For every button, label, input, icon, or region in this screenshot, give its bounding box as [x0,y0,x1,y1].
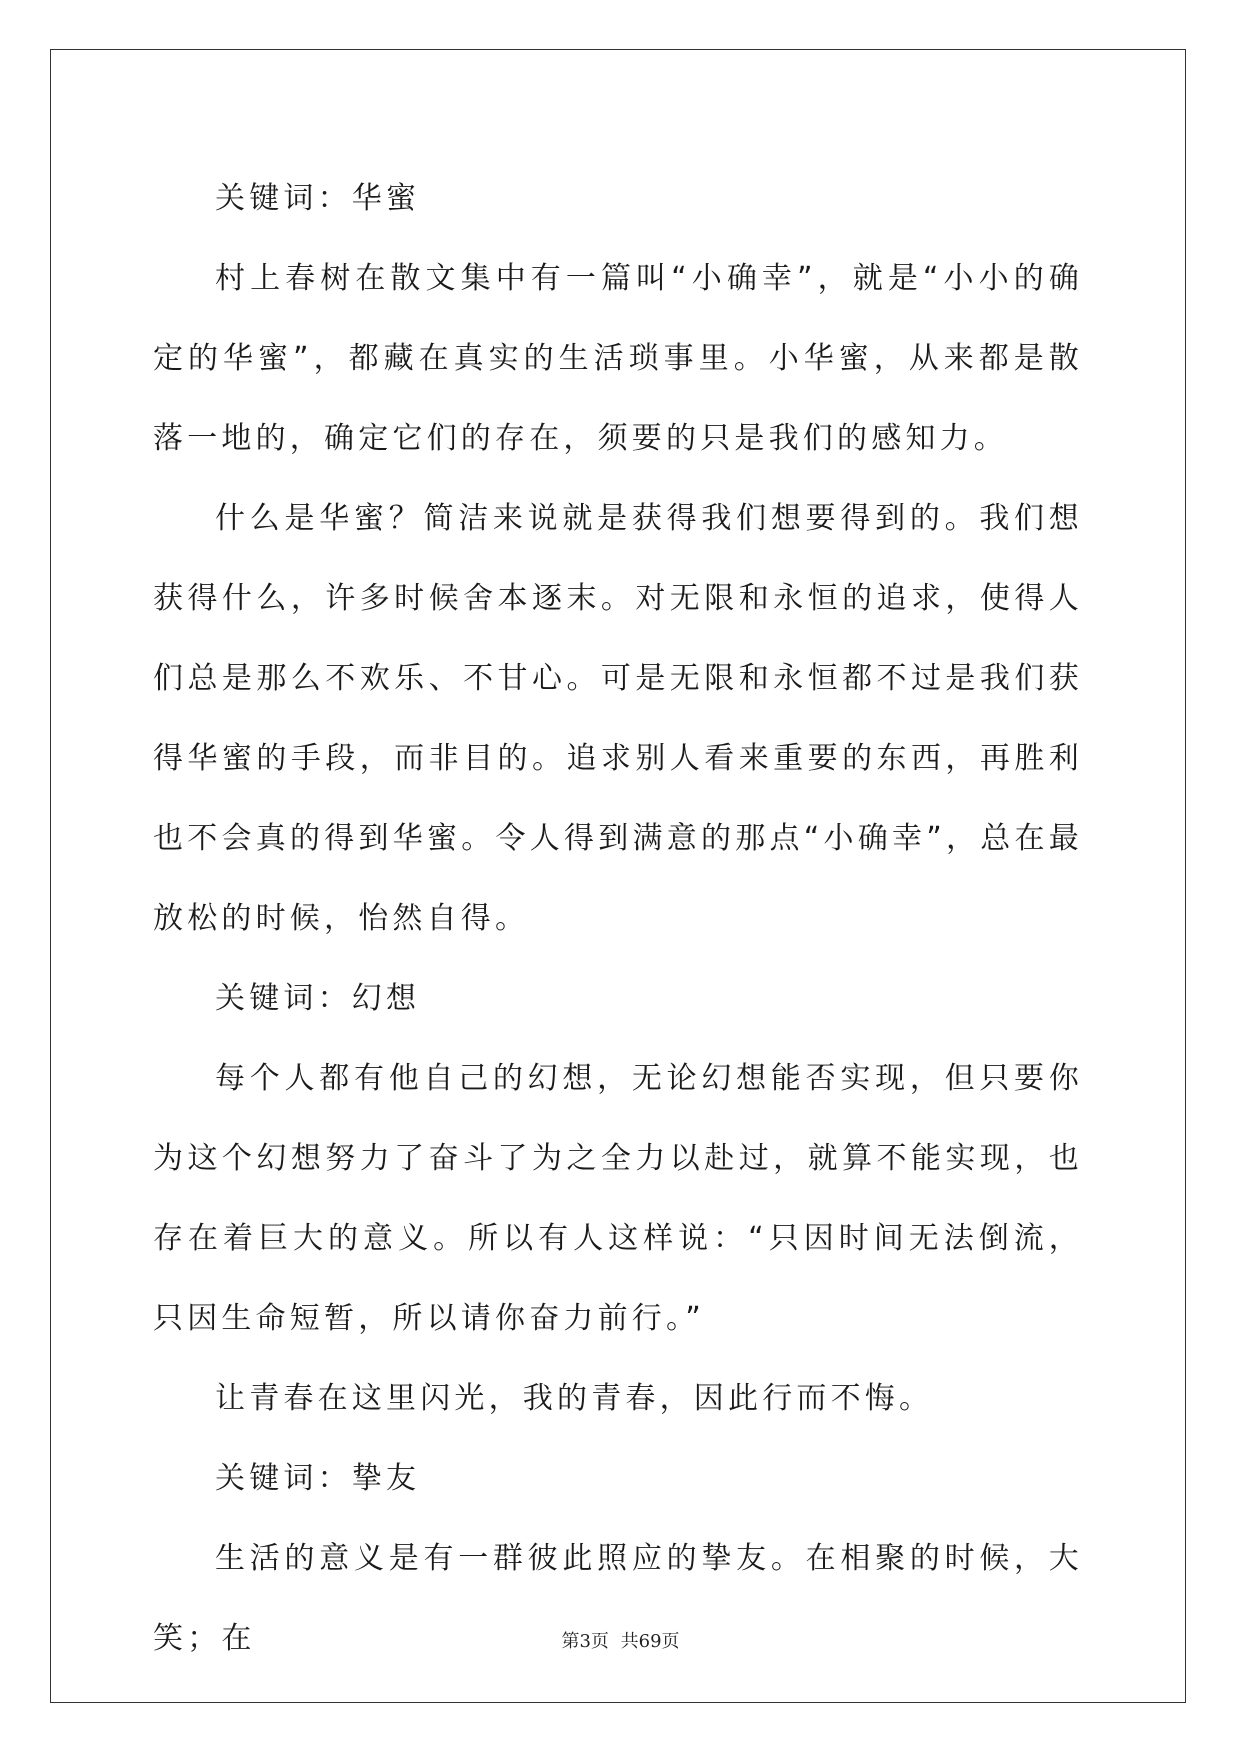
paragraph-what-is-happiness: 什么是华蜜？简洁来说就是获得我们想要得到的。我们想获得什么，许多时候舍本逐末。对无限和永恒的追求，使得人们总是那么不欢乐、不甘心。可是无限和永恒都不过是我们获得华蜜的手段，而非目的。追求别人看来重要的东西，再胜利也不会真的得到华蜜。令人得到满意的那点“小确幸”，总在最放松的时候，怡然自得。 [153,501,1083,936]
paragraph-youth-shines: 让青春在这里闪光，我的青春，因此行而不悔。 [215,1381,934,1416]
keyword-heading-friends: 关键词：挚友 [215,1461,421,1496]
total-page-count: 共69页 [620,1631,680,1652]
keyword-heading-dream: 关键词：幻想 [215,981,421,1016]
paragraph-everyone-has-dream: 每个人都有他自己的幻想，无论幻想能否实现，但只要你为这个幻想努力了奋斗了为之全力以赴过，就算不能实现，也存在着巨大的意义。所以有人这样说：“只因时间无法倒流，只因生命短暂，所以请你奋力前行。” [153,1061,1083,1336]
paragraph-small-certain-happiness: 村上春树在散文集中有一篇叫“小确幸”，就是“小小的确定的华蜜”，都藏在真实的生活琐事里。小华蜜，从来都是散落一地的，确定它们的存在，须要的只是我们的感知力。 [153,261,1083,456]
document-body [153,159,1083,1679]
paragraph-meaning-of-life: 生活的意义是有一群彼此照应的挚友。在相聚的时候，大笑；在 [153,1541,1083,1656]
current-page-number: 第3页 [561,1631,609,1652]
keyword-heading-happiness: 关键词：华蜜 [215,181,421,216]
page-footer [0,1627,1241,1653]
